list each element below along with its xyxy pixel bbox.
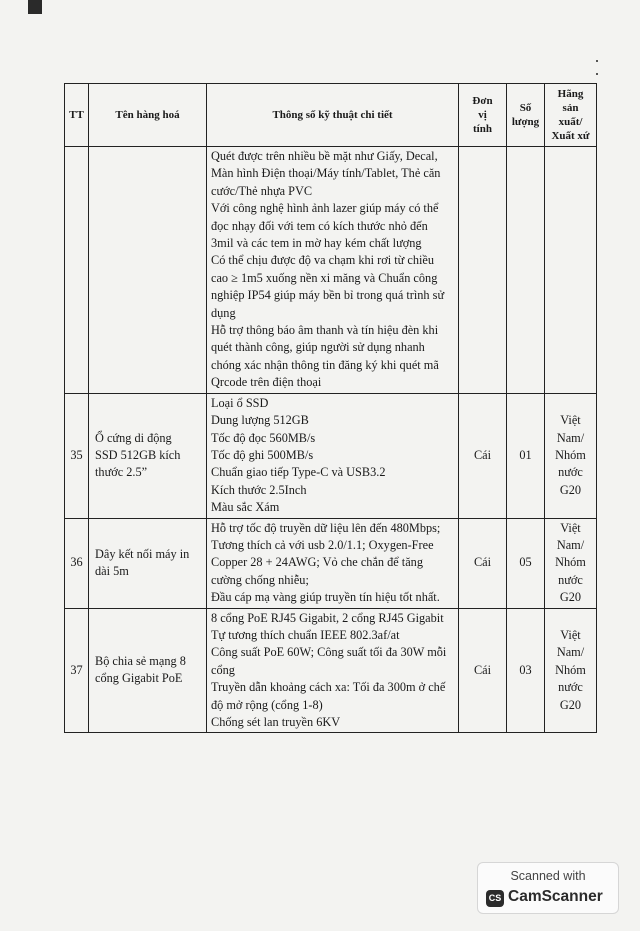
row-qty: 01	[507, 393, 545, 518]
row-unit: Cái	[459, 393, 507, 518]
text-line: Việt	[560, 520, 581, 535]
header-qty	[507, 84, 545, 147]
text-line: G20	[559, 590, 582, 605]
text-line: Số	[519, 102, 532, 114]
text-line: Với công nghệ hình ảnh lazer giúp máy có thể	[211, 201, 439, 216]
text-line: Chuẩn giao tiếp Type-C và USB3.2	[211, 465, 386, 480]
watermark-caption: Scanned with	[510, 869, 586, 883]
text-line: G20	[559, 482, 582, 497]
text-line: Hỗ trợ tốc độ truyền dữ liệu lên đến 480Mbps;	[211, 520, 441, 535]
text-line: vị	[478, 109, 487, 121]
text-line: nghiệp IP54 giúp máy bền bỉ trong quá trình sử	[211, 288, 445, 303]
row-origin	[545, 393, 597, 518]
row-unit: Cái	[459, 518, 507, 608]
text-line: Có thể chịu được độ va chạm khi rơi từ chiều	[211, 253, 435, 268]
header-origin	[545, 84, 597, 147]
row-name	[89, 608, 207, 733]
text-line: Qrcode trên điện thoại	[211, 375, 322, 390]
text-line: thước 2.5”	[95, 465, 148, 480]
text-line: G20	[559, 697, 582, 712]
row-qty	[507, 147, 545, 394]
row-spec	[207, 147, 459, 394]
text-line: Việt	[560, 627, 581, 642]
text-line: Nhóm	[555, 555, 586, 570]
specification-table	[64, 83, 597, 733]
text-line: Xuất xứ	[551, 130, 590, 142]
row-origin	[545, 608, 597, 733]
camscanner-logo-icon: CS	[486, 890, 504, 907]
scan-speck	[596, 73, 598, 75]
text-line: xuất/	[558, 116, 583, 128]
text-line: Tương thích cả với usb 2.0/1.1; Oxygen-Free	[211, 537, 434, 552]
text-line: Màu sắc Xám	[211, 500, 280, 515]
text-line: Nhóm	[555, 662, 586, 677]
text-line: cao ≥ 1m5 xuống nền xi măng và Chuẩn công	[211, 270, 438, 285]
row-spec	[207, 518, 459, 608]
text-line: cổng	[211, 662, 235, 677]
text-line: Nam/	[556, 537, 585, 552]
text-line: cường chống nhiễu;	[211, 572, 309, 587]
text-line: nước	[558, 572, 583, 587]
table-row	[65, 518, 597, 608]
text-line: Tự tương thích chuẩn IEEE 802.3af/at	[211, 627, 400, 642]
row-origin	[545, 147, 597, 394]
header-unit	[459, 84, 507, 147]
scan-edge-mark	[28, 0, 42, 14]
header-spec: Thông số kỹ thuật chi tiết	[207, 84, 459, 147]
text-line: 8 cổng PoE RJ45 Gigabit, 2 cổng RJ45 Gigabit	[211, 610, 444, 625]
text-line: Tốc độ ghi 500MB/s	[211, 447, 314, 462]
table-row	[65, 147, 597, 394]
watermark-brand: CamScanner	[508, 888, 603, 905]
camscanner-watermark	[477, 862, 619, 914]
text-line: dụng	[211, 305, 236, 320]
row-unit	[459, 147, 507, 394]
row-name	[89, 518, 207, 608]
text-line: quét thành công, giúp người sử dụng nhanh	[211, 340, 425, 355]
row-name	[89, 147, 207, 394]
text-line: Màn hình Điện thoại/Máy tính/Tablet, Thẻ căn	[211, 166, 441, 181]
text-line: sản	[562, 102, 579, 114]
text-line: tính	[473, 123, 492, 135]
table-row	[65, 393, 597, 518]
text-line: cổng Gigabit PoE	[95, 671, 183, 686]
text-line: Đầu cáp mạ vàng giúp truyền tín hiệu tốt nhất.	[211, 590, 440, 605]
row-tt	[65, 147, 89, 394]
row-qty: 03	[507, 608, 545, 733]
text-line: chóng xác nhận thông tin đăng ký khi quét mã	[211, 357, 439, 372]
text-line: Dung lượng 512GB	[211, 413, 309, 428]
text-line: Bộ chia sẻ mạng 8	[95, 654, 186, 669]
table-row	[65, 608, 597, 733]
text-line: Công suất PoE 60W; Công suất tối đa 30W mỗi	[211, 645, 447, 660]
row-tt: 36	[65, 518, 89, 608]
text-line: Dây kết nối máy in	[95, 546, 190, 561]
table-header-row	[65, 84, 597, 147]
text-line: 3mil và các tem in mờ hay kém chất lượng	[211, 236, 422, 251]
row-name	[89, 393, 207, 518]
text-line: Tốc độ đọc 560MB/s	[211, 430, 316, 445]
text-line: Đơn	[472, 95, 493, 107]
text-line: SSD 512GB kích	[95, 447, 181, 462]
text-line: Quét được trên nhiều bề mặt như Giấy, Decal,	[211, 149, 438, 163]
text-line: Nam/	[556, 430, 585, 445]
text-line: lượng	[511, 116, 540, 128]
row-origin	[545, 518, 597, 608]
text-line: Truyền dẫn khoảng cách xa: Tối đa 300m ở chế	[211, 680, 446, 695]
text-line: Loại ổ SSD	[211, 395, 269, 410]
text-line: Nam/	[556, 645, 585, 660]
text-line: Ổ cứng di động	[95, 430, 172, 445]
text-line: dài 5m	[95, 564, 129, 579]
text-line: độ mở rộng (cổng 1-8)	[211, 697, 323, 712]
text-line: Hãng	[557, 88, 584, 100]
row-spec	[207, 393, 459, 518]
row-unit: Cái	[459, 608, 507, 733]
text-line: Kích thước 2.5Inch	[211, 482, 307, 497]
row-tt: 37	[65, 608, 89, 733]
text-line: Chống sét lan truyền 6KV	[211, 715, 341, 729]
scan-speck	[596, 60, 598, 62]
header-tt: TT	[65, 84, 89, 147]
row-spec	[207, 608, 459, 733]
text-line: Hỗ trợ thông báo âm thanh và tín hiệu đèn khi	[211, 323, 439, 338]
text-line: Việt	[560, 413, 581, 428]
text-line: cước/Thẻ nhựa PVC	[211, 183, 313, 198]
text-line: Copper 28 + 24AWG; Vỏ che chắn để tăng	[211, 555, 423, 570]
row-qty: 05	[507, 518, 545, 608]
text-line: nước	[558, 465, 583, 480]
text-line: đọc nhạy đối với tem có kích thước nhỏ đến	[211, 218, 428, 233]
text-line: Nhóm	[555, 447, 586, 462]
header-name: Tên hàng hoá	[89, 84, 207, 147]
row-tt: 35	[65, 393, 89, 518]
text-line: nước	[558, 680, 583, 695]
